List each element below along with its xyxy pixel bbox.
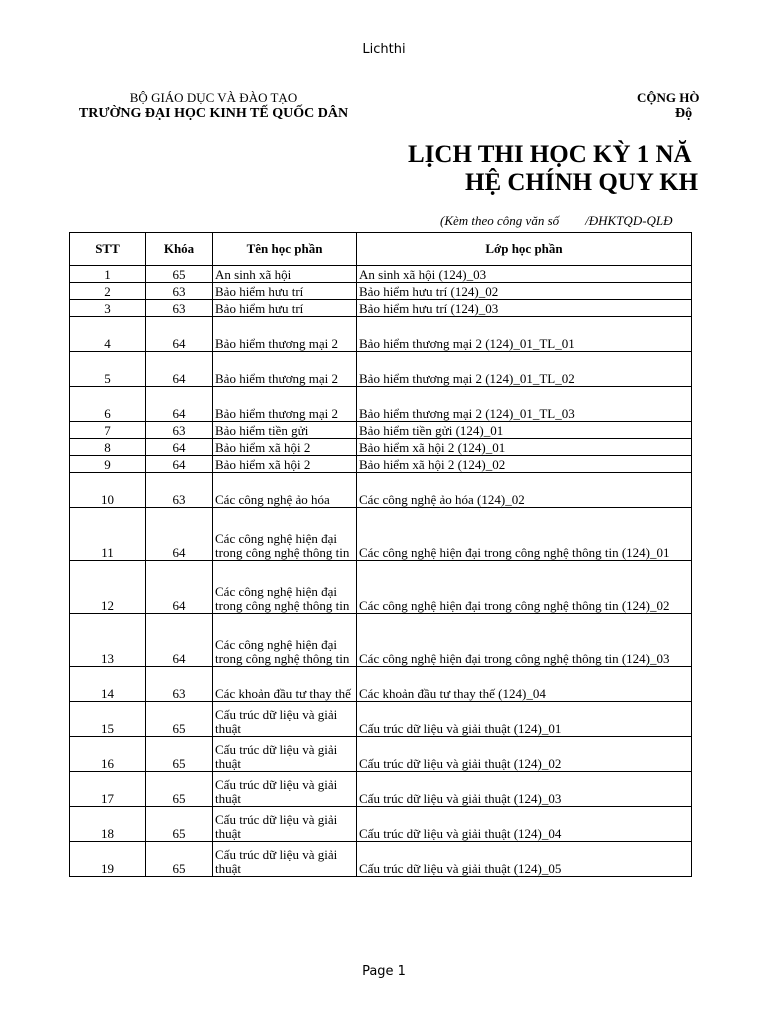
cell-lop-hoc-phan: Bảo hiểm hưu trí (124)_03 [357, 300, 692, 317]
cell-ten-hoc-phan: Cấu trúc dữ liệu và giải thuật [213, 737, 357, 772]
cell-stt: 17 [70, 772, 146, 807]
cell-ten-hoc-phan: Bảo hiểm hưu trí [213, 300, 357, 317]
cell-stt: 2 [70, 283, 146, 300]
table-row [70, 387, 692, 422]
cell-khoa: 64 [146, 317, 213, 352]
column-header-ten-hoc-phan: Tên học phần [213, 233, 357, 266]
cell-khoa: 63 [146, 667, 213, 702]
cell-khoa: 64 [146, 387, 213, 422]
cell-stt: 14 [70, 667, 146, 702]
cell-ten-hoc-phan: Bảo hiểm thương mại 2 [213, 352, 357, 387]
cell-ten-hoc-phan: Cấu trúc dữ liệu và giải thuật [213, 772, 357, 807]
table-row [70, 842, 692, 877]
cell-ten-hoc-phan: An sinh xã hội [213, 266, 357, 283]
table-header-row [70, 233, 692, 266]
cell-ten-hoc-phan: Bảo hiểm xã hội 2 [213, 456, 357, 473]
sheet-name: Lichthi [362, 42, 406, 57]
cell-lop-hoc-phan: Bảo hiểm hưu trí (124)_02 [357, 283, 692, 300]
cell-stt: 15 [70, 702, 146, 737]
cell-lop-hoc-phan: Bảo hiểm thương mại 2 (124)_01_TL_03 [357, 387, 692, 422]
cell-ten-hoc-phan: Các công nghệ hiện đại trong công nghệ thông tin [213, 561, 357, 614]
cell-ten-hoc-phan: Bảo hiểm hưu trí [213, 283, 357, 300]
cell-lop-hoc-phan: Bảo hiểm xã hội 2 (124)_02 [357, 456, 692, 473]
cell-stt: 13 [70, 614, 146, 667]
cell-ten-hoc-phan: Cấu trúc dữ liệu và giải thuật [213, 702, 357, 737]
table-row [70, 283, 692, 300]
cell-lop-hoc-phan: Bảo hiểm thương mại 2 (124)_01_TL_02 [357, 352, 692, 387]
cell-lop-hoc-phan: Các công nghệ hiện đại trong công nghệ thông tin (124)_03 [357, 614, 692, 667]
cell-lop-hoc-phan: Bảo hiểm thương mại 2 (124)_01_TL_01 [357, 317, 692, 352]
republic-heading: CỘNG HÒ [637, 90, 700, 105]
cell-lop-hoc-phan: An sinh xã hội (124)_03 [357, 266, 692, 283]
cell-lop-hoc-phan: Các công nghệ hiện đại trong công nghệ thông tin (124)_02 [357, 561, 692, 614]
cell-lop-hoc-phan: Cấu trúc dữ liệu và giải thuật (124)_01 [357, 702, 692, 737]
cell-lop-hoc-phan: Các công nghệ ảo hóa (124)_02 [357, 473, 692, 508]
cell-ten-hoc-phan: Các công nghệ ảo hóa [213, 473, 357, 508]
table-row [70, 702, 692, 737]
cell-ten-hoc-phan: Các khoản đầu tư thay thế [213, 667, 357, 702]
cell-khoa: 65 [146, 702, 213, 737]
cell-khoa: 63 [146, 300, 213, 317]
cell-khoa: 64 [146, 352, 213, 387]
national-motto: Độ [675, 106, 693, 121]
cell-khoa: 64 [146, 456, 213, 473]
table-row [70, 614, 692, 667]
cell-lop-hoc-phan: Bảo hiểm tiền gửi (124)_01 [357, 422, 692, 439]
cell-ten-hoc-phan: Bảo hiểm tiền gửi [213, 422, 357, 439]
cell-khoa: 64 [146, 439, 213, 456]
table-row [70, 456, 692, 473]
university-name: TRƯỜNG ĐẠI HỌC KINH TẾ QUỐC DÂN [78, 106, 349, 121]
table-row [70, 737, 692, 772]
table-row [70, 317, 692, 352]
column-header-stt: STT [70, 233, 146, 266]
page-subtitle: HỆ CHÍNH QUY KH [465, 169, 699, 196]
cell-stt: 5 [70, 352, 146, 387]
table-row [70, 508, 692, 561]
page-title: LỊCH THI HỌC KỲ 1 NĂ [408, 141, 692, 168]
cell-stt: 16 [70, 737, 146, 772]
column-header-lop-hoc-phan: Lớp học phần [357, 233, 692, 266]
cell-stt: 4 [70, 317, 146, 352]
table-row [70, 667, 692, 702]
cell-lop-hoc-phan: Cấu trúc dữ liệu và giải thuật (124)_02 [357, 737, 692, 772]
table-row [70, 422, 692, 439]
cell-ten-hoc-phan: Các công nghệ hiện đại trong công nghệ thông tin [213, 508, 357, 561]
table-row [70, 772, 692, 807]
cell-stt: 8 [70, 439, 146, 456]
cell-lop-hoc-phan: Cấu trúc dữ liệu và giải thuật (124)_05 [357, 842, 692, 877]
table-row [70, 473, 692, 508]
table-row [70, 352, 692, 387]
cell-khoa: 63 [146, 422, 213, 439]
cell-khoa: 65 [146, 772, 213, 807]
cell-stt: 6 [70, 387, 146, 422]
cell-khoa: 63 [146, 283, 213, 300]
cell-stt: 1 [70, 266, 146, 283]
cell-lop-hoc-phan: Bảo hiểm xã hội 2 (124)_01 [357, 439, 692, 456]
table-row [70, 561, 692, 614]
table-row [70, 266, 692, 283]
cell-lop-hoc-phan: Cấu trúc dữ liệu và giải thuật (124)_03 [357, 772, 692, 807]
page-number: Page 1 [362, 964, 406, 979]
table-row [70, 439, 692, 456]
cell-khoa: 64 [146, 561, 213, 614]
cell-ten-hoc-phan: Cấu trúc dữ liệu và giải thuật [213, 807, 357, 842]
cell-lop-hoc-phan: Cấu trúc dữ liệu và giải thuật (124)_04 [357, 807, 692, 842]
cell-stt: 9 [70, 456, 146, 473]
cell-khoa: 64 [146, 508, 213, 561]
cell-lop-hoc-phan: Các công nghệ hiện đại trong công nghệ thông tin (124)_01 [357, 508, 692, 561]
cell-stt: 12 [70, 561, 146, 614]
cell-stt: 3 [70, 300, 146, 317]
cell-khoa: 65 [146, 737, 213, 772]
cell-khoa: 65 [146, 266, 213, 283]
reference-note: (Kèm theo công văn số /ĐHKTQD-QLĐ [440, 213, 673, 228]
cell-ten-hoc-phan: Các công nghệ hiện đại trong công nghệ thông tin [213, 614, 357, 667]
cell-khoa: 64 [146, 614, 213, 667]
table-row [70, 300, 692, 317]
cell-khoa: 63 [146, 473, 213, 508]
cell-stt: 7 [70, 422, 146, 439]
cell-ten-hoc-phan: Bảo hiểm thương mại 2 [213, 317, 357, 352]
cell-stt: 10 [70, 473, 146, 508]
exam-schedule-table [69, 232, 692, 877]
column-header-khoa: Khóa [146, 233, 213, 266]
cell-khoa: 65 [146, 842, 213, 877]
cell-lop-hoc-phan: Các khoản đầu tư thay thế (124)_04 [357, 667, 692, 702]
cell-khoa: 65 [146, 807, 213, 842]
table-row [70, 807, 692, 842]
cell-stt: 18 [70, 807, 146, 842]
cell-ten-hoc-phan: Bảo hiểm thương mại 2 [213, 387, 357, 422]
ministry-name: BỘ GIÁO DỤC VÀ ĐÀO TẠO [129, 90, 298, 105]
cell-stt: 11 [70, 508, 146, 561]
cell-stt: 19 [70, 842, 146, 877]
cell-ten-hoc-phan: Bảo hiểm xã hội 2 [213, 439, 357, 456]
cell-ten-hoc-phan: Cấu trúc dữ liệu và giải thuật [213, 842, 357, 877]
